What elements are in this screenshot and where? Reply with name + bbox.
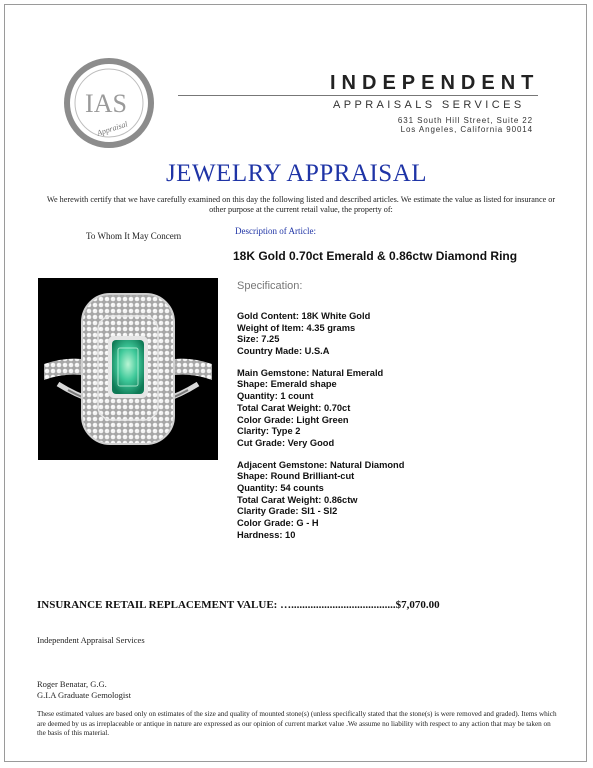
disclaimer: These estimated values are based only on estimates of the size and quality of mounted stone(s) (unless specifically stated that the stone(s) is were removed and graded). Items which are deemed by us as irreplaceable or antique in nature are expressed as our opinion of current market value .We assume no liability with respect to any action that may be taken on the basis of this material. [37,710,557,738]
spec-country: Country Made: U.S.A [237,346,330,357]
header-divider [178,95,538,96]
spec-main-carat: Total Carat Weight: 0.70ct [237,402,351,413]
spec-weight: Weight of Item: 4.35 grams [237,322,356,333]
signer-title: G.I.A Graduate Gemologist [37,690,131,700]
spec-adjacent-quantity: Quantity: 54 counts [237,482,324,493]
spec-main-quantity: Quantity: 1 count [237,391,314,402]
company-name: INDEPENDENT [330,72,540,94]
article-title: 18K Gold 0.70ct Emerald & 0.86ctw Diamond Ring [233,249,518,263]
spec-adjacent-hardness: Hardness: 10 [237,529,296,540]
spec-adjacent-color: Color Grade: G - H [237,518,319,528]
spec-size: Size: 7.25 [237,334,280,345]
page-title: JEWELRY APPRAISAL [165,160,428,187]
logo-subtext: Appraisal [95,119,129,138]
spec-main-gemstone: Main Gemstone: Natural Emerald [237,367,384,378]
spec-main-cut: Cut Grade: Very Good [237,437,335,448]
recipient: To Whom It May Concern [86,231,182,241]
spec-adjacent-carat: Total Carat Weight: 0.86ctw [237,494,358,505]
spec-gold-content: Gold Content: 18K White Gold [237,311,371,321]
signer-name: Roger Benatar, G.G. [37,679,107,689]
ias-logo [64,58,154,148]
address-line-2: Los Angeles, California 90014 [400,125,533,134]
specification-label: Specification: [237,280,303,292]
ring-photo [38,278,218,460]
spec-main-color: Color Grade: Light Green [237,414,349,425]
company-subtitle: APPRAISALS SERVICES [333,99,525,111]
spec-main-clarity: Clarity: Type 2 [237,426,301,437]
spec-adjacent-shape: Shape: Round Brilliant-cut [237,471,355,482]
spec-adjacent-gemstone: Adjacent Gemstone: Natural Diamond [237,459,405,470]
address-line-1: 631 South Hill Street, Suite 22 [397,116,533,125]
certification-text: We herewith certify that we have carefully examined on this day the following listed and described articles. We estimate the value as listed for insurance or other purpose at the current retail value, the property of: [46,195,556,214]
logo-text: IAS [85,89,127,118]
spec-adjacent-clarity: Clarity Grade: SI1 - SI2 [237,506,338,517]
company-signature: Independent Appraisal Services [37,635,145,645]
replacement-value: INSURANCE RETAIL REPLACEMENT VALUE: …......................................$7,070.00 [37,599,440,611]
description-label: Description of Article: [235,226,316,236]
specification-list [237,311,404,541]
spec-main-shape: Shape: Emerald shape [237,379,337,390]
